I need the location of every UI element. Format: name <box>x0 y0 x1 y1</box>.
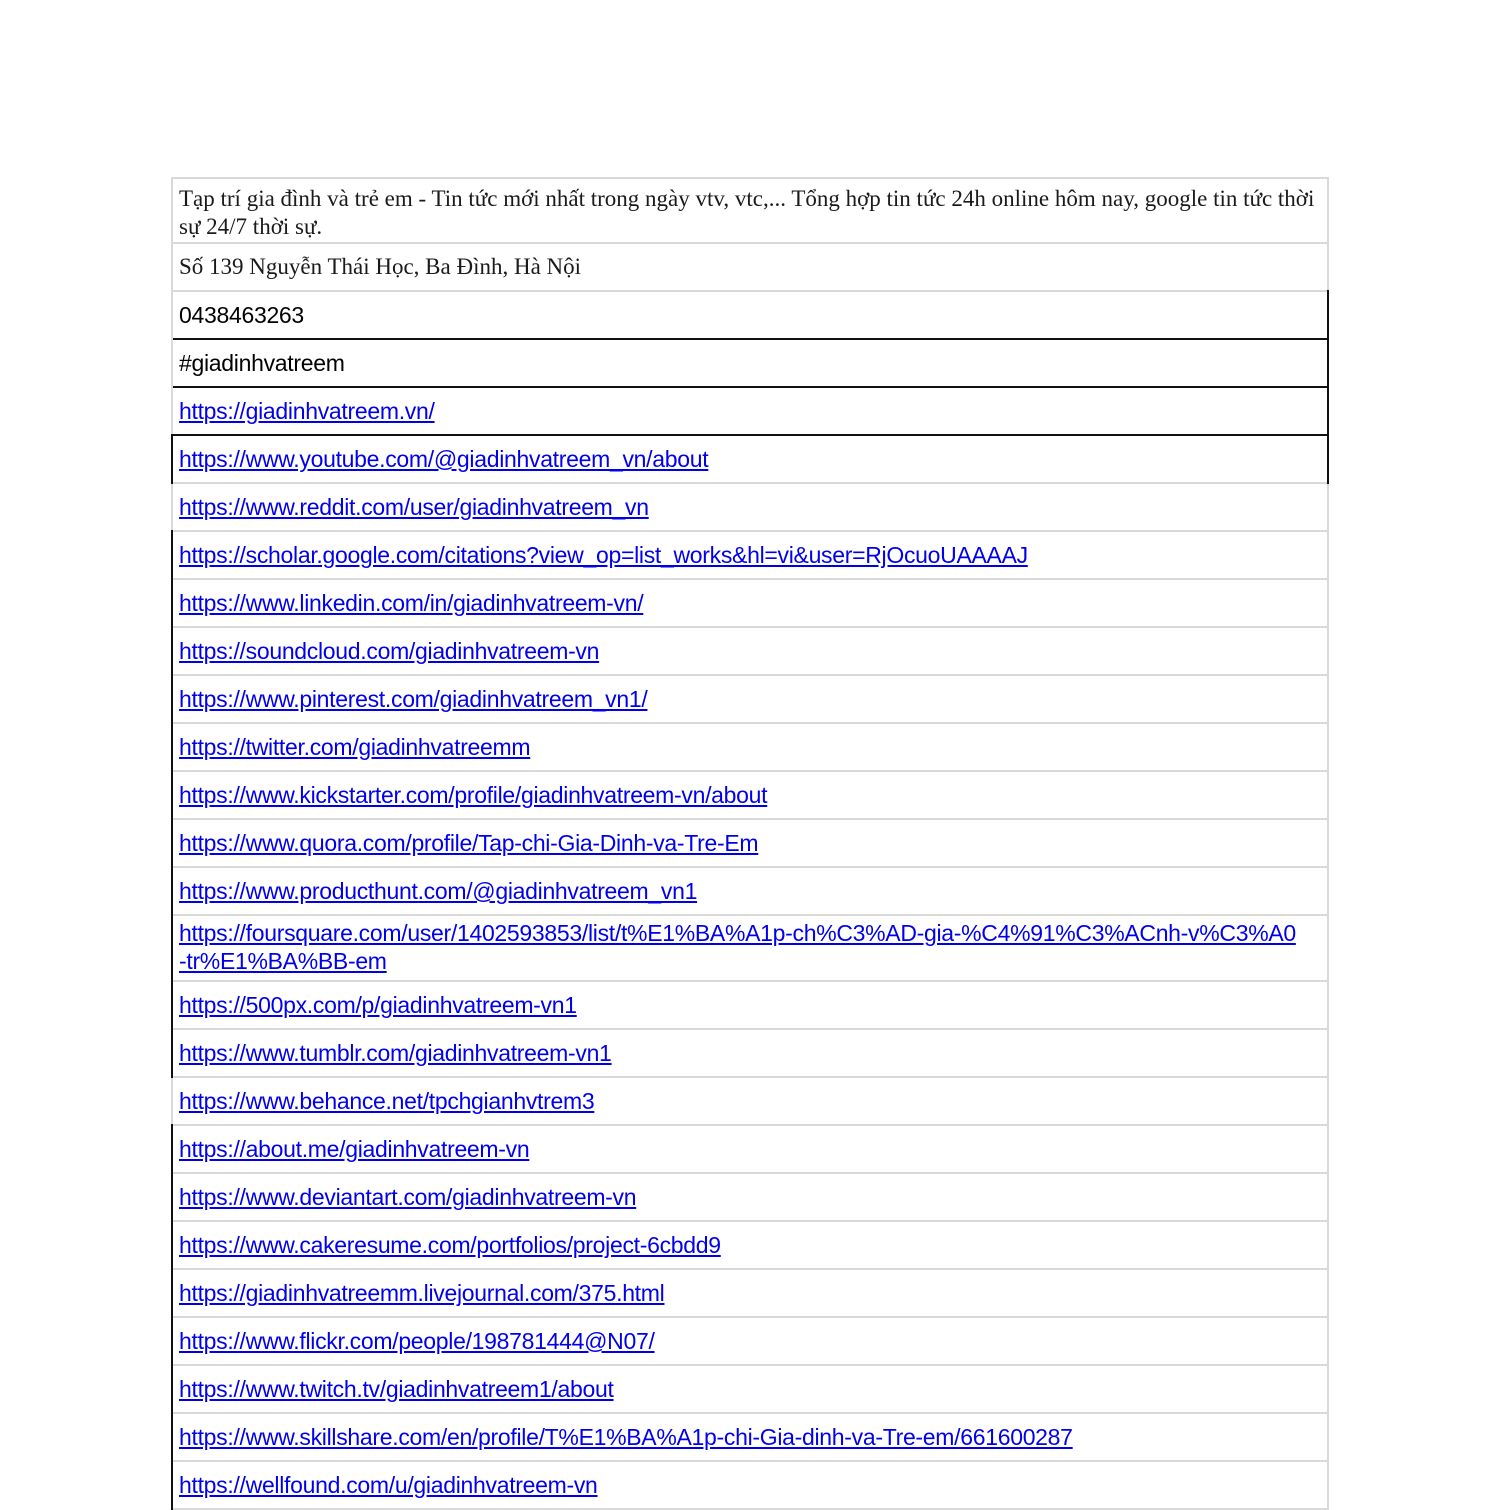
description-row <box>173 179 1327 244</box>
pinterest-link[interactable]: https://www.pinterest.com/giadinhvatreem_vn1/ <box>179 686 648 712</box>
address-text: Số 139 Nguyễn Thái Học, Ba Đình, Hà Nội <box>179 254 582 279</box>
link-row <box>173 1222 1327 1270</box>
linkedin-link[interactable]: https://www.linkedin.com/in/giadinhvatreem-vn/ <box>179 590 644 616</box>
link-row <box>173 772 1327 820</box>
website-link[interactable]: https://giadinhvatreem.vn/ <box>179 398 435 424</box>
behance-link[interactable]: https://www.behance.net/tpchgianhvtrem3 <box>179 1088 595 1114</box>
deviantart-link[interactable]: https://www.deviantart.com/giadinhvatreem-vn <box>179 1184 637 1210</box>
info-table <box>171 177 1329 1510</box>
address-row <box>173 244 1327 292</box>
aboutme-link[interactable]: https://about.me/giadinhvatreem-vn <box>179 1136 530 1162</box>
hashtag-row <box>173 340 1327 388</box>
producthunt-link[interactable]: https://www.producthunt.com/@giadinhvatreem_vn1 <box>179 878 698 904</box>
link-row <box>173 868 1327 916</box>
link-row <box>173 1462 1327 1510</box>
youtube-link[interactable]: https://www.youtube.com/@giadinhvatreem_vn/about <box>179 446 709 472</box>
link-row <box>173 1078 1327 1126</box>
link-row <box>173 1414 1327 1462</box>
link-row <box>173 724 1327 772</box>
phone-text: 0438463263 <box>179 302 304 328</box>
link-row <box>173 388 1327 436</box>
link-row <box>173 580 1327 628</box>
link-row <box>173 628 1327 676</box>
livejournal-link[interactable]: https://giadinhvatreemm.livejournal.com/375.html <box>179 1280 665 1306</box>
link-row <box>173 1270 1327 1318</box>
cakeresume-link[interactable]: https://www.cakeresume.com/portfolios/project-6cbdd9 <box>179 1232 721 1258</box>
twitter-link[interactable]: https://twitter.com/giadinhvatreemm <box>179 734 531 760</box>
phone-row <box>173 292 1327 340</box>
foursquare-link[interactable]: https://foursquare.com/user/1402593853/list/t%E1%BA%A1p-ch%C3%AD-gia-%C4%91%C3%ACnh-v%C3%A0-tr%E1%BA%BB-em <box>179 920 1296 974</box>
wellfound-link[interactable]: https://wellfound.com/u/giadinhvatreem-vn <box>179 1472 598 1498</box>
link-row <box>173 916 1327 982</box>
soundcloud-link[interactable]: https://soundcloud.com/giadinhvatreem-vn <box>179 638 600 664</box>
tumblr-link[interactable]: https://www.tumblr.com/giadinhvatreem-vn1 <box>179 1040 612 1066</box>
link-row <box>173 532 1327 580</box>
kickstarter-link[interactable]: https://www.kickstarter.com/profile/giadinhvatreem-vn/about <box>179 782 768 808</box>
link-row <box>173 1126 1327 1174</box>
link-row <box>173 484 1327 532</box>
link-row <box>173 820 1327 868</box>
flickr-link[interactable]: https://www.flickr.com/people/198781444@N07/ <box>179 1328 655 1354</box>
twitch-link[interactable]: https://www.twitch.tv/giadinhvatreem1/about <box>179 1376 614 1402</box>
skillshare-link[interactable]: https://www.skillshare.com/en/profile/T%E1%BA%A1p-chi-Gia-dinh-va-Tre-em/661600287 <box>179 1424 1073 1450</box>
google-scholar-link[interactable]: https://scholar.google.com/citations?view_op=list_works&hl=vi&user=RjOcuoUAAAAJ <box>179 542 1028 568</box>
500px-link[interactable]: https://500px.com/p/giadinhvatreem-vn1 <box>179 992 577 1018</box>
link-row <box>173 1174 1327 1222</box>
reddit-link[interactable]: https://www.reddit.com/user/giadinhvatreem_vn <box>179 494 649 520</box>
link-row <box>173 982 1327 1030</box>
link-row <box>173 1030 1327 1078</box>
link-row <box>173 1318 1327 1366</box>
hashtag-text: #giadinhvatreem <box>179 350 345 376</box>
link-row <box>173 676 1327 724</box>
description-text: Tạp trí gia đình và trẻ em - Tin tức mới nhất trong ngày vtv, vtc,... Tổng hợp tin tức 24h online hôm nay, google tin tức thời sự 24/7 thời sự. <box>179 186 1315 239</box>
link-row <box>173 1366 1327 1414</box>
link-row <box>173 436 1327 484</box>
quora-link[interactable]: https://www.quora.com/profile/Tap-chi-Gia-Dinh-va-Tre-Em <box>179 830 759 856</box>
